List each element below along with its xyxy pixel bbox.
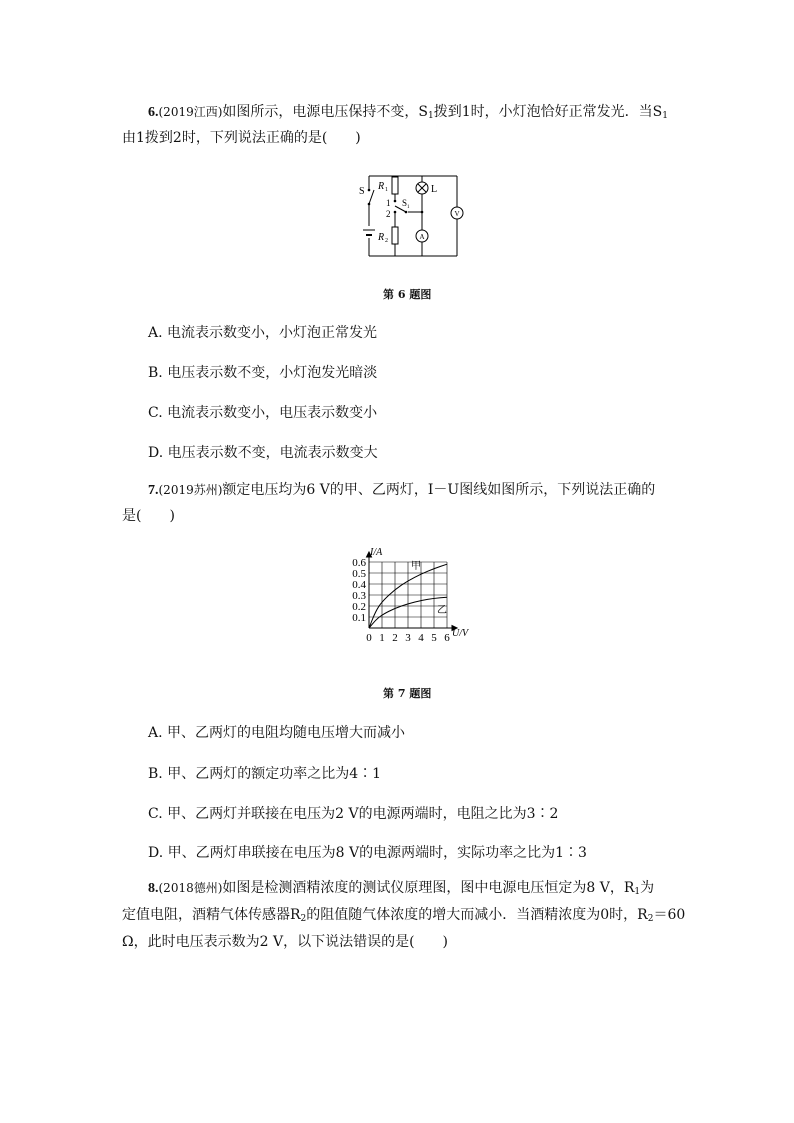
- y-tick-label: 0.3: [352, 590, 366, 602]
- q8-text-a: 如图是检测酒精浓度的测试仪原理图，图中电源电压恒定为8 V，R: [222, 880, 635, 896]
- q6-text-b: 拨到1时，小灯泡恰好正常发光．当S: [433, 104, 663, 120]
- q6-option-a: A. 电流表示数变小，小灯泡正常发光: [148, 325, 378, 341]
- y-tick-label: 0.5: [352, 568, 366, 580]
- q6-option-c: C. 电流表示数变小，电压表示数变小: [148, 405, 378, 421]
- x-tick-label: 0: [366, 632, 372, 644]
- q6-sub: 1: [428, 111, 434, 121]
- label-s: S: [359, 186, 365, 197]
- label-r2-sub: 2: [385, 238, 388, 244]
- y-tick-label: 0.1: [352, 612, 366, 624]
- q8-sub3: 2: [647, 914, 654, 924]
- r2-resistor: [392, 227, 398, 244]
- q8-text-2c: ＝60: [653, 907, 686, 923]
- q6-caption: 第 6 题图: [383, 288, 432, 301]
- q8-text-2a: 定值电阻，酒精气体传感器R: [122, 907, 301, 923]
- q6-option-d: D. 电压表示数不变，电流表示数变大: [148, 445, 378, 461]
- x-tick-label: 2: [392, 632, 398, 644]
- r1-resistor: [392, 177, 398, 194]
- q7-option-b: B. 甲、乙两灯的额定功率之比为4∶1: [148, 766, 382, 782]
- chart-xlabel: U/V: [452, 628, 469, 639]
- x-tick-label: 3: [405, 632, 411, 644]
- q6-line2: 由1拨到2时，下列说法正确的是( ): [122, 130, 361, 146]
- q8-source: (2018德州): [158, 881, 223, 895]
- q6-source: (2019江西): [158, 105, 223, 119]
- q8-sub: 1: [634, 887, 641, 897]
- x-tick-label: 6: [444, 632, 450, 644]
- q6-number: 6.: [148, 105, 159, 120]
- label-lamp: L: [431, 184, 438, 195]
- y-tick-label: 0.4: [352, 579, 366, 591]
- x-tick-label: 1: [379, 632, 385, 644]
- label-r2: R: [378, 232, 385, 243]
- series-label-yi: 乙: [437, 605, 447, 616]
- label-one: 1: [386, 198, 391, 208]
- q7-caption: 第 7 题图: [383, 687, 432, 700]
- q7-line2: 是( ): [122, 508, 175, 524]
- q7-option-d: D. 甲、乙两灯串联接在电压为8 V的电源两端时，实际功率之比为1∶3: [148, 845, 587, 861]
- s-switch-blade: [369, 190, 374, 204]
- label-s1-sub: 1: [407, 205, 410, 210]
- q8-text-b: 为: [640, 880, 655, 896]
- q7-option-a: A. 甲、乙两灯的电阻均随电压增大而减小: [148, 725, 406, 741]
- q6-sub2: 1: [662, 111, 668, 121]
- q8-text-2b: 的阻值随气体浓度的增大而减小．当酒精浓度为0时，R: [306, 907, 648, 923]
- q6-circuit-diagram: [352, 168, 464, 262]
- label-s1: S: [402, 198, 408, 208]
- x-tick-label: 4: [418, 632, 424, 644]
- q7-option-c: C. 甲、乙两灯并联接在电压为2 V的电源两端时，电阻之比为3∶2: [148, 806, 559, 822]
- label-voltmeter: V: [454, 210, 460, 218]
- q7-text: 额定电压均为6 V的甲、乙两灯，I－U图线如图所示，下列说法正确的: [222, 482, 656, 498]
- label-r1-sub: 1: [385, 187, 388, 193]
- q6-text-a: 如图所示，电源电压保持不变，S: [222, 104, 428, 120]
- label-ammeter: A: [419, 233, 425, 241]
- q8-number: 8.: [148, 881, 159, 896]
- label-r1: R: [378, 181, 385, 192]
- x-tick-label: 5: [431, 632, 437, 644]
- q8-line2: [122, 907, 685, 923]
- q8-sub2: 2: [300, 914, 307, 924]
- q7-line1: [148, 482, 655, 499]
- q8-line3: Ω，此时电压表示数为2 V，以下说法错误的是( ): [122, 934, 448, 950]
- series-label-jia: 甲: [411, 561, 421, 572]
- chart-ylabel: I/A: [370, 547, 383, 558]
- y-tick-label: 0.2: [352, 601, 366, 613]
- q6-option-b: B. 电压表示数不变，小灯泡发光暗淡: [148, 365, 378, 381]
- label-two: 2: [386, 209, 391, 219]
- q8-line1: [148, 880, 654, 897]
- q7-iu-chart: [340, 545, 475, 660]
- q7-number: 7.: [148, 483, 159, 498]
- y-tick-label: 0.6: [352, 557, 366, 569]
- q7-source: (2019苏州): [158, 483, 223, 497]
- q6-line1: [148, 104, 668, 121]
